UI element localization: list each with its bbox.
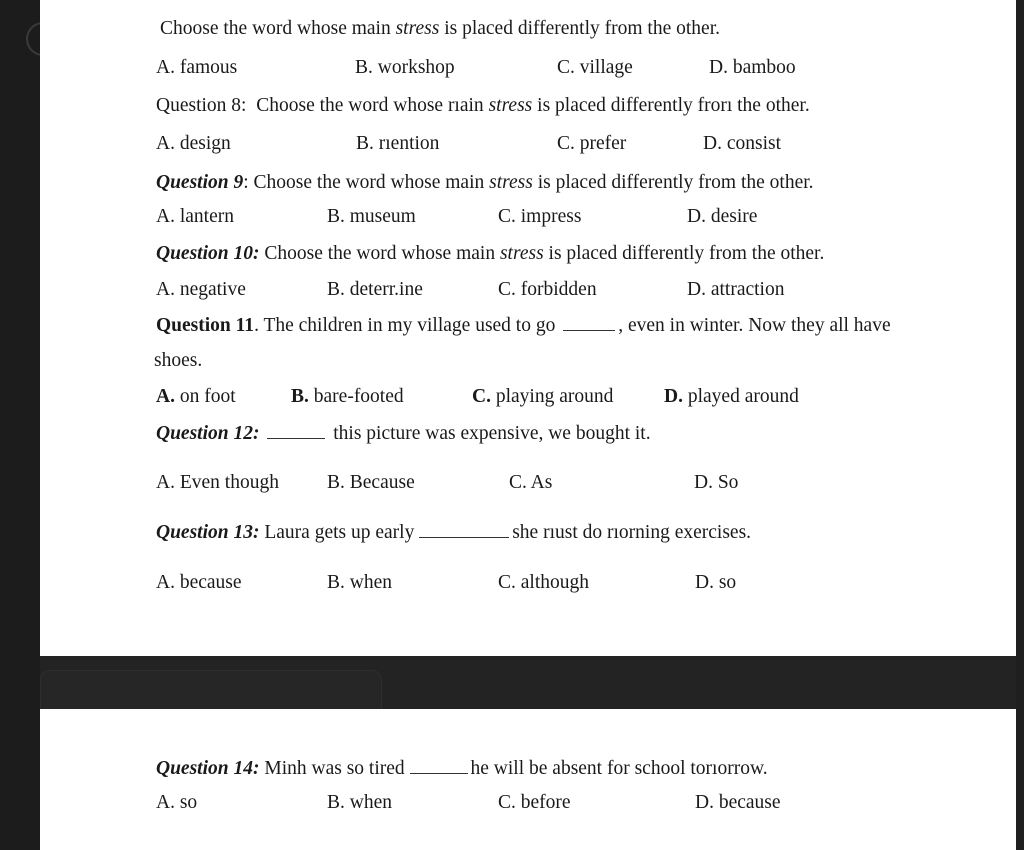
q11-option-c: [472, 385, 613, 409]
prompt-text: Choose the word whose main: [259, 243, 500, 264]
option-letter: B.: [291, 386, 309, 407]
q13-option-b: B. when: [327, 572, 392, 593]
prompt-text: Laura gets up early: [259, 522, 420, 543]
q7-option-c: C. village: [557, 57, 633, 78]
q13-option-a: A. because: [156, 572, 242, 593]
prompt-text: is placed differently from the other.: [543, 243, 825, 264]
q7-option-a: A. famous: [156, 57, 238, 78]
prompt-text: she rıust do rıorning exercises.: [512, 522, 752, 543]
prompt-text: this picture was expensive, we bought it.: [333, 423, 651, 444]
question-label: Question 14:: [156, 758, 260, 779]
prompt-text: . The children in my village used to go: [254, 315, 561, 336]
question-11-prompt: [156, 314, 891, 338]
question-9-prompt: [156, 171, 814, 195]
q12-option-a: A. Even though: [156, 472, 279, 493]
q12-option-b: B. Because: [327, 472, 415, 493]
stress-word: stress: [488, 95, 533, 116]
q10-option-c: C. forbidden: [498, 279, 597, 300]
prompt-text: Choose the word whose main: [160, 18, 396, 39]
question-7-prompt: [160, 17, 720, 41]
question-label: Question 13:: [156, 522, 260, 543]
q11-option-d: [664, 385, 799, 409]
prompt-text: Minh was so tired: [259, 758, 410, 779]
answer-blank: [267, 422, 325, 439]
q14-option-c: C. before: [498, 792, 571, 813]
question-label: Question 10:: [156, 243, 260, 264]
question-11-prompt-line2: shoes.: [154, 350, 203, 371]
q14-option-a: A. so: [156, 792, 198, 813]
question-label: Question 8:: [156, 95, 247, 116]
q12-option-c: C. As: [509, 472, 553, 493]
stress-word: stress: [489, 172, 533, 193]
option-letter: C.: [472, 386, 491, 407]
page-gap-tab: [40, 670, 382, 712]
q14-option-b: B. when: [327, 792, 392, 813]
q13-option-d: D. so: [695, 572, 737, 593]
option-text: on foot: [174, 386, 236, 407]
q9-option-d: D. desire: [687, 206, 758, 227]
prompt-text: Choose the word whose rıain: [256, 95, 489, 116]
q11-option-a: [156, 385, 236, 409]
q8-option-c: C. prefer: [557, 133, 627, 154]
stress-word: stress: [499, 243, 544, 264]
prompt-text: is placed differently from the other.: [439, 18, 720, 39]
document-page-bottom: [40, 709, 1016, 850]
left-background: [0, 0, 40, 850]
q12-option-d: D. So: [694, 472, 739, 493]
q9-option-c: C. impress: [498, 206, 582, 227]
q7-option-d: D. bamboo: [709, 57, 796, 78]
question-8-prompt: [156, 94, 810, 118]
document-page-top: [40, 0, 1016, 656]
q10-option-a: A. negative: [156, 279, 246, 300]
prompt-text: , even in winter. Now they all have: [618, 315, 891, 336]
question-12-prompt: [156, 422, 651, 446]
question-10-prompt: [156, 242, 824, 266]
q8-option-a: A. design: [156, 133, 231, 154]
q8-option-d: D. consist: [703, 133, 781, 154]
answer-blank: [563, 314, 615, 331]
question-label: Question 12:: [156, 423, 260, 444]
prompt-text: is placed differently from the other.: [532, 172, 814, 193]
option-text: bare-footed: [308, 386, 404, 407]
prompt-text: Choose the word whose main: [248, 172, 490, 193]
q9-option-a: A. lantern: [156, 206, 234, 227]
question-14-prompt: [156, 757, 768, 781]
prompt-text: he will be absent for school torıorrow.: [470, 758, 768, 779]
option-letter: A.: [156, 386, 175, 407]
answer-blank: [419, 521, 509, 538]
option-letter: D.: [664, 386, 683, 407]
q9-option-b: B. museum: [327, 206, 416, 227]
stress-word: stress: [395, 18, 440, 39]
prompt-text: :: [243, 172, 249, 193]
prompt-text: is placed differently frorı the other.: [532, 95, 810, 116]
q10-option-b: B. deterr.ine: [327, 279, 423, 300]
q14-option-d: D. because: [695, 792, 781, 813]
option-text: played around: [682, 386, 799, 407]
question-label: Question 9: [156, 172, 244, 193]
q10-option-d: D. attraction: [687, 279, 785, 300]
q11-option-b: [291, 385, 404, 409]
answer-blank: [410, 757, 468, 774]
q7-option-b: B. workshop: [355, 57, 455, 78]
q13-option-c: C. although: [498, 572, 589, 593]
option-text: playing around: [490, 386, 614, 407]
question-label: Question 11: [156, 315, 255, 336]
q8-option-b: B. rıention: [356, 133, 440, 154]
question-13-prompt: [156, 521, 751, 545]
